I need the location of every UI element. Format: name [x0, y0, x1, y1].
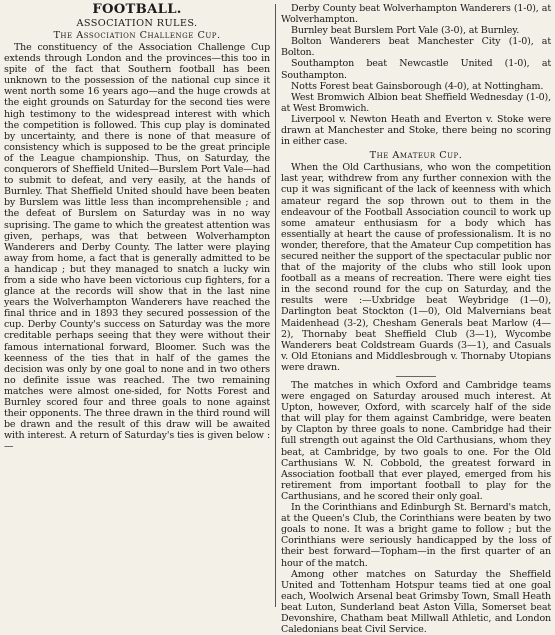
- corinthians-paragraph: In the Corinthians and Edinburgh St. Bernard's match, at the Queen's Club, the Corinthians were beaten by two goals to none. It was a bright game to follow ; but the Corinthians were seriously handicapped by the loss of their best forward—Topham—in the first quarter of an hour of the match.: [281, 502, 551, 569]
- section-heading-challenge-cup: The Association Challenge Cup.: [53, 30, 221, 41]
- result-item: Bolton Wanderers beat Manchester City (1-0), at Bolton.: [281, 36, 551, 59]
- challenge-cup-paragraph: The constituency of the Association Challenge Cup extends through London and the provinces—this too in spite of the fact that Southern football has been unknown to the possession of the national cup since it went north some 16 years ago—and the huge crowds at the eight grounds on Saturday for the second ties were high testimony to the widespread interest with which the competition is followed. This cup play is dominated by uncertainty, and there is none of that measure of consistency which is supposed to be the great principle of the League championship. Thus, on Saturday, the conquerors of Sheffield United—Burslem Port Vale—had to submit to defeat, and very easily, at the hands of Burnley. That Sheffield United should have been beaten by Burslem was little less than incomprehensible ; and the defeat of Burslem on Saturday was in no way suprising. The game to which the greatest attention was given, perhaps, was that between Wolverhampton Wanderers and Derby County. The latter were playing away from home, a fact that is generally admitted to be a handicap ; but they managed to snatch a lucky win from a side who have been victorious cup fighters, for a glance at the records will show that in the last nine years the Wolverhampton Wanderers have reached the final thrice and in 1893 they secured possession of the cup. Derby County's success on Saturday was the more creditable perhaps seeing that they were without their famous international forward, Bloomer. Such was the keenness of the ties that in half of the games the decision was only by one goal to none and in two others no definite issue was reached. The two remaining matches were almost one-sided, for Notts Forest and Burnley scored four and three goals to none against their opponents. The three drawn in the third round will be drawn and the result of this draw will be awaited with interest. A return of Saturday's ties is given below :—: [4, 42, 270, 453]
- results-list: [281, 3, 551, 147]
- amateur-cup-paragraph: When the Old Carthusians, who won the competition last year, withdrew from any further connexion with the cup it was significant of the lack of keenness with which amateur regard the sop thrown out to them in the endeavour of the Football Association council to work up some amateur enthusiasm for a body which has essentially at heart the cause of professionalism. It is no wonder, therefore, that the Amateur Cup competition has secured neither the support of the spectacular public nor that of the majority of the clubs who still look upon football as a means of recreation. There were eight ties in the second round for the cup on Saturday, and the results were :—Uxbridge beat Weybridge (1—0), Darlington beat Stockton (1—0), Old Malvernians beat Maidenhead (3-2), Chesham Generals beat Marlow (4—2), Thornaby beat Sheffield Club (3—1), Wycombe Wanderers beat Coldstream Guards (3—1), and Casuals v. Old Etonians and Middlesbrough v. Thornaby Utopians were drawn.: [281, 162, 551, 373]
- result-item: Notts Forest beat Gainsborough (4-0), at Nottingham.: [291, 80, 544, 92]
- article-title: FOOTBALL.: [92, 2, 182, 17]
- left-column: [4, 3, 270, 452]
- other-matches-paragraph: Among other matches on Saturday the Sheffield United and Tottenham Hotspur teams tied at one goal each, Woolwich Arsenal beat Grimsby Town, Small Heath beat Luton, Sunderland beat Aston Villa, Somerset beat Devonshire, Chatham beat Millwall Athletic, and London Caledonians beat Civil Service.: [281, 568, 551, 635]
- right-column: [281, 3, 551, 635]
- column-divider: [275, 4, 276, 607]
- oxford-cambridge-paragraph: The matches in which Oxford and Cambridge teams were engaged on Saturday aroused much interest. At Upton, however, Oxford, with scarcely half of the side that will play for them against Cambridge, were beaten by Clapton by three goals to none. Cambridge had their full strength out against the Old Carthusians, whom they beat, at Cambridge, by two goals to one. For the Old Carthusians W. N. Cobbold, the greatest forward in Association football that ever played, emerged from his retirement from important football to play for the Carthusians, and he scored their only goal.: [281, 380, 551, 502]
- result-item: West Bromwich Albion beat Sheffield Wednesday (1-0), at West Bromwich.: [281, 91, 551, 114]
- section-separator: [396, 376, 436, 377]
- result-item: Burnley beat Burslem Port Vale (3-0), at Burnley.: [291, 25, 520, 37]
- article-subtitle: ASSOCIATION RULES.: [76, 18, 198, 29]
- section-heading-amateur-cup: The Amateur Cup.: [369, 150, 463, 162]
- result-item: Derby County beat Wolverhampton Wanderers (1-0), at Wolverhampton.: [281, 3, 551, 26]
- result-item: Southampton beat Newcastle United (1-0), at Southampton.: [281, 58, 551, 81]
- result-item: Liverpool v. Newton Heath and Everton v. Stoke were drawn at Manchester and Stoke, there being no scoring in either case.: [281, 113, 551, 148]
